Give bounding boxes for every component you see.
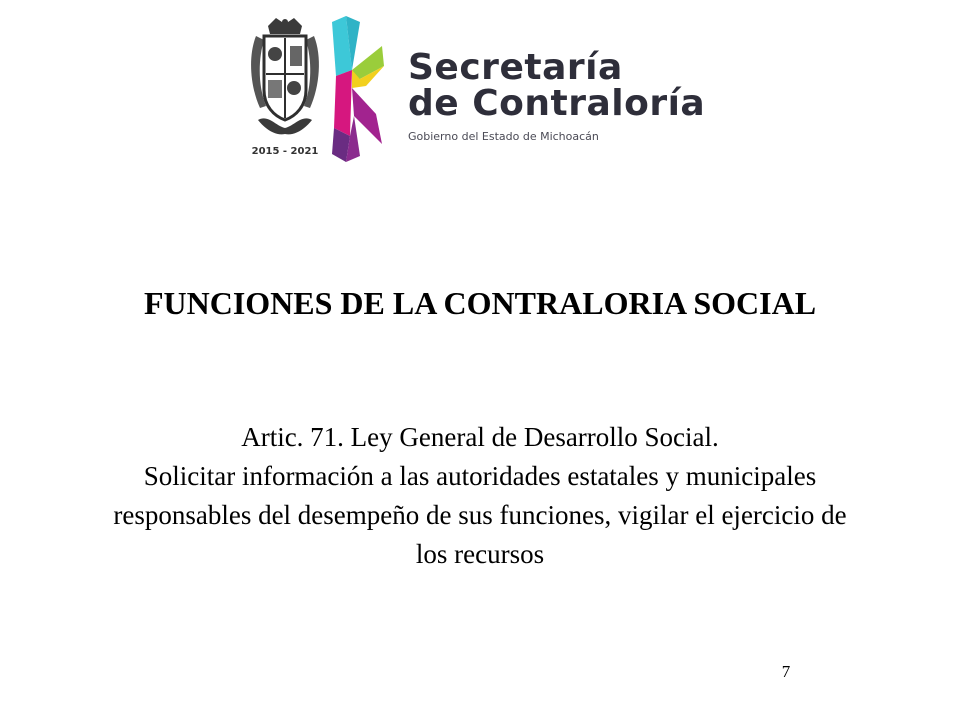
seal-years-label: 2015 - 2021 bbox=[251, 146, 319, 157]
slide-title: FUNCIONES DE LA CONTRALORIA SOCIAL bbox=[143, 285, 817, 321]
header-banner bbox=[246, 12, 706, 162]
michoacan-seal-logo bbox=[246, 16, 324, 160]
brand-text bbox=[408, 47, 706, 143]
k-brand-icon bbox=[330, 16, 386, 162]
law-reference: Artic. 71. Ley General de Desarrollo Social. bbox=[241, 422, 719, 452]
brand-title-line-1: Secretaría bbox=[408, 47, 623, 88]
brand-subtitle: Gobierno del Estado de Michoacán bbox=[408, 130, 599, 143]
functions-paragraph: Solicitar información a las autoridades estatales y municipales responsables del desempeño de sus funciones, vigilar el ejercicio de los recursos bbox=[113, 461, 847, 569]
brand-title-line-2: de Contraloría bbox=[408, 83, 706, 124]
slide-body bbox=[100, 418, 860, 574]
page-number: 7 bbox=[781, 662, 791, 681]
